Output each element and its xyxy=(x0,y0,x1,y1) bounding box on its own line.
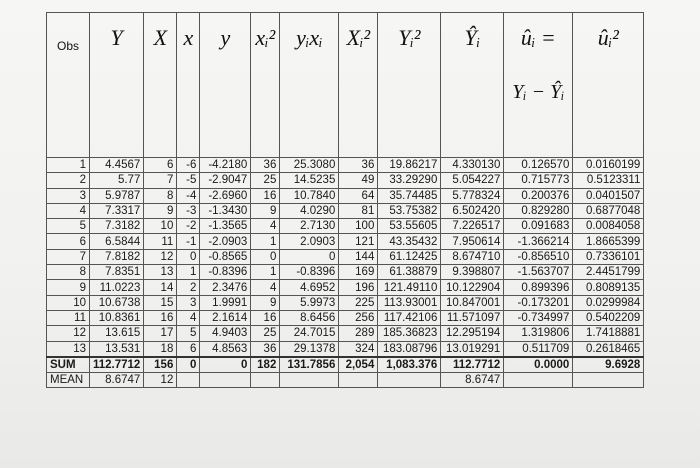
cell-obs: 6 xyxy=(47,234,90,249)
cell-y: 2.1614 xyxy=(200,310,251,325)
cell-x: 5 xyxy=(177,326,200,341)
table-row xyxy=(47,326,644,341)
cell-x: -2 xyxy=(177,219,200,234)
cell-X: 14 xyxy=(144,280,177,295)
header-X-squared: Xᵢ² xyxy=(339,13,378,158)
table-row xyxy=(47,249,644,264)
cell-obs: 2 xyxy=(47,173,90,188)
cell-X2: 256 xyxy=(339,310,378,325)
cell-x: -4 xyxy=(177,188,200,203)
cell-Y: 7.8182 xyxy=(90,249,144,264)
header-Y-squared: Yᵢ² xyxy=(378,13,441,158)
cell-yx: 5.9973 xyxy=(280,295,339,310)
cell-obs: 5 xyxy=(47,219,90,234)
cell-u: -0.173201 xyxy=(504,295,573,310)
cell-u: 0.091683 xyxy=(504,219,573,234)
cell-obs: 12 xyxy=(47,326,90,341)
cell-X: 12 xyxy=(144,249,177,264)
cell-y: -0.8396 xyxy=(200,265,251,280)
cell-Y2: 1,083.376 xyxy=(378,357,441,373)
cell-x2: 4 xyxy=(251,219,280,234)
cell-u xyxy=(504,373,573,388)
cell-x: 4 xyxy=(177,310,200,325)
cell-x2: 16 xyxy=(251,310,280,325)
cell-Yhat: 8.6747 xyxy=(441,373,504,388)
cell-x2: 9 xyxy=(251,203,280,218)
cell-x2: 4 xyxy=(251,280,280,295)
cell-Y2: 53.75382 xyxy=(378,203,441,218)
cell-u2: 1.8665399 xyxy=(573,234,644,249)
cell-X: 15 xyxy=(144,295,177,310)
cell-yx: 29.1378 xyxy=(280,341,339,357)
cell-Yhat: 9.398807 xyxy=(441,265,504,280)
cell-u: 0.126570 xyxy=(504,158,573,173)
cell-Y: 7.3182 xyxy=(90,219,144,234)
cell-obs: 7 xyxy=(47,249,90,264)
cell-X2 xyxy=(339,373,378,388)
cell-X2: 81 xyxy=(339,203,378,218)
cell-y: -0.8565 xyxy=(200,249,251,264)
header-residual-squared: ûᵢ² xyxy=(573,13,644,158)
cell-Yhat: 5.054227 xyxy=(441,173,504,188)
table-row xyxy=(47,341,644,357)
cell-u: 0.0000 xyxy=(504,357,573,373)
cell-obs: SUM xyxy=(47,357,90,373)
mean-row xyxy=(47,373,644,388)
cell-x: 6 xyxy=(177,341,200,357)
cell-Y2: 43.35432 xyxy=(378,234,441,249)
cell-u2: 0.0160199 xyxy=(573,158,644,173)
cell-yx: 24.7015 xyxy=(280,326,339,341)
cell-yx: 2.7130 xyxy=(280,219,339,234)
cell-u: -1.563707 xyxy=(504,265,573,280)
cell-u: 0.829280 xyxy=(504,203,573,218)
cell-u2: 0.5123311 xyxy=(573,173,644,188)
cell-x: 0 xyxy=(177,357,200,373)
cell-Y: 11.0223 xyxy=(90,280,144,295)
cell-Y2: 113.93001 xyxy=(378,295,441,310)
sum-row xyxy=(47,357,644,373)
cell-X2: 289 xyxy=(339,326,378,341)
cell-X: 13 xyxy=(144,265,177,280)
cell-X: 11 xyxy=(144,234,177,249)
cell-X: 7 xyxy=(144,173,177,188)
cell-Y: 5.9787 xyxy=(90,188,144,203)
cell-Y2: 117.42106 xyxy=(378,310,441,325)
cell-x xyxy=(177,373,200,388)
cell-u2: 0.7336101 xyxy=(573,249,644,264)
cell-X2: 100 xyxy=(339,219,378,234)
cell-u2: 0.8089135 xyxy=(573,280,644,295)
cell-yx: 8.6456 xyxy=(280,310,339,325)
cell-X2: 196 xyxy=(339,280,378,295)
cell-yx: 0 xyxy=(280,249,339,264)
cell-X: 16 xyxy=(144,310,177,325)
cell-x2: 182 xyxy=(251,357,280,373)
cell-obs: 8 xyxy=(47,265,90,280)
cell-Y2: 33.29290 xyxy=(378,173,441,188)
cell-y: -1.3430 xyxy=(200,203,251,218)
cell-y: -2.6960 xyxy=(200,188,251,203)
cell-obs: MEAN xyxy=(47,373,90,388)
cell-x: -5 xyxy=(177,173,200,188)
cell-X2: 49 xyxy=(339,173,378,188)
table-row xyxy=(47,295,644,310)
cell-Yhat: 10.122904 xyxy=(441,280,504,295)
cell-y: -4.2180 xyxy=(200,158,251,173)
cell-Y2: 121.49110 xyxy=(378,280,441,295)
header-residual-top: ûᵢ = xyxy=(520,25,556,50)
cell-Yhat: 5.778324 xyxy=(441,188,504,203)
cell-y: -1.3565 xyxy=(200,219,251,234)
cell-Y2: 53.55605 xyxy=(378,219,441,234)
cell-y xyxy=(200,373,251,388)
cell-y: -2.9047 xyxy=(200,173,251,188)
cell-obs: 1 xyxy=(47,158,90,173)
table-row xyxy=(47,188,644,203)
cell-x2 xyxy=(251,373,280,388)
cell-Yhat: 11.571097 xyxy=(441,310,504,325)
header-X: X xyxy=(144,13,177,158)
cell-u: -0.734997 xyxy=(504,310,573,325)
cell-u2: 9.6928 xyxy=(573,357,644,373)
cell-y: 1.9991 xyxy=(200,295,251,310)
cell-X: 8 xyxy=(144,188,177,203)
cell-Yhat: 7.950614 xyxy=(441,234,504,249)
cell-yx: 4.0290 xyxy=(280,203,339,218)
cell-x2: 25 xyxy=(251,326,280,341)
cell-Y: 5.77 xyxy=(90,173,144,188)
cell-x2: 0 xyxy=(251,249,280,264)
header-x-squared: xᵢ² xyxy=(251,13,280,158)
cell-yx: 10.7840 xyxy=(280,188,339,203)
cell-obs: 3 xyxy=(47,188,90,203)
cell-u: 0.511709 xyxy=(504,341,573,357)
table-row xyxy=(47,219,644,234)
cell-X2: 64 xyxy=(339,188,378,203)
cell-x2: 36 xyxy=(251,158,280,173)
cell-u2: 0.0084058 xyxy=(573,219,644,234)
regression-table xyxy=(46,12,644,388)
cell-Y2: 61.38879 xyxy=(378,265,441,280)
cell-obs: 9 xyxy=(47,280,90,295)
cell-obs: 10 xyxy=(47,295,90,310)
cell-X2: 324 xyxy=(339,341,378,357)
cell-X: 6 xyxy=(144,158,177,173)
cell-Y: 6.5844 xyxy=(90,234,144,249)
table-row xyxy=(47,203,644,218)
cell-y: 2.3476 xyxy=(200,280,251,295)
cell-u: 1.319806 xyxy=(504,326,573,341)
table-row xyxy=(47,280,644,295)
table-body xyxy=(47,158,644,388)
cell-yx: 14.5235 xyxy=(280,173,339,188)
cell-x2: 25 xyxy=(251,173,280,188)
cell-obs: 11 xyxy=(47,310,90,325)
header-row xyxy=(47,13,644,158)
cell-X2: 144 xyxy=(339,249,378,264)
cell-Y: 7.3317 xyxy=(90,203,144,218)
cell-Y: 4.4567 xyxy=(90,158,144,173)
cell-u2: 1.7418881 xyxy=(573,326,644,341)
cell-Y2: 19.86217 xyxy=(378,158,441,173)
cell-Yhat: 13.019291 xyxy=(441,341,504,357)
cell-Yhat: 4.330130 xyxy=(441,158,504,173)
cell-x: -1 xyxy=(177,234,200,249)
header-x: x xyxy=(177,13,200,158)
cell-X: 17 xyxy=(144,326,177,341)
cell-Y2: 183.08796 xyxy=(378,341,441,357)
cell-X: 12 xyxy=(144,373,177,388)
cell-obs: 13 xyxy=(47,341,90,357)
cell-u2: 0.0401507 xyxy=(573,188,644,203)
cell-Y: 13.615 xyxy=(90,326,144,341)
cell-x: 3 xyxy=(177,295,200,310)
table-row xyxy=(47,173,644,188)
header-y: y xyxy=(200,13,251,158)
cell-yx: 2.0903 xyxy=(280,234,339,249)
cell-u2: 0.0299984 xyxy=(573,295,644,310)
table-row xyxy=(47,158,644,173)
cell-X2: 225 xyxy=(339,295,378,310)
header-Y-hat: Ŷᵢ xyxy=(441,13,504,158)
cell-Y2: 61.12425 xyxy=(378,249,441,264)
cell-Y2 xyxy=(378,373,441,388)
cell-Y: 8.6747 xyxy=(90,373,144,388)
cell-x: 1 xyxy=(177,265,200,280)
cell-y: 4.9403 xyxy=(200,326,251,341)
cell-x2: 1 xyxy=(251,265,280,280)
cell-u2: 2.4451799 xyxy=(573,265,644,280)
cell-Y2: 185.36823 xyxy=(378,326,441,341)
cell-u2 xyxy=(573,373,644,388)
cell-X2: 2,054 xyxy=(339,357,378,373)
cell-Yhat: 112.7712 xyxy=(441,357,504,373)
cell-u: 0.899396 xyxy=(504,280,573,295)
header-residual-bottom: Yᵢ − Ŷᵢ xyxy=(512,81,565,103)
cell-X2: 36 xyxy=(339,158,378,173)
cell-X2: 121 xyxy=(339,234,378,249)
cell-Yhat: 7.226517 xyxy=(441,219,504,234)
header-yx: yᵢxᵢ xyxy=(280,13,339,158)
cell-yx: 25.3080 xyxy=(280,158,339,173)
table-row xyxy=(47,265,644,280)
header-obs: Obs xyxy=(47,13,90,158)
cell-u2: 0.5402209 xyxy=(573,310,644,325)
cell-x2: 16 xyxy=(251,188,280,203)
cell-x: 2 xyxy=(177,280,200,295)
cell-yx: -0.8396 xyxy=(280,265,339,280)
cell-X2: 169 xyxy=(339,265,378,280)
cell-u: -0.856510 xyxy=(504,249,573,264)
cell-X: 156 xyxy=(144,357,177,373)
cell-Y: 112.7712 xyxy=(90,357,144,373)
cell-X: 10 xyxy=(144,219,177,234)
cell-u: 0.200376 xyxy=(504,188,573,203)
cell-Y: 13.531 xyxy=(90,341,144,357)
cell-Yhat: 8.674710 xyxy=(441,249,504,264)
cell-x2: 9 xyxy=(251,295,280,310)
table-row xyxy=(47,234,644,249)
cell-Y2: 35.74485 xyxy=(378,188,441,203)
cell-Y: 10.6738 xyxy=(90,295,144,310)
table-row xyxy=(47,310,644,325)
cell-Yhat: 10.847001 xyxy=(441,295,504,310)
cell-x: 0 xyxy=(177,249,200,264)
cell-Yhat: 6.502420 xyxy=(441,203,504,218)
cell-X: 18 xyxy=(144,341,177,357)
cell-yx: 131.7856 xyxy=(280,357,339,373)
cell-x2: 36 xyxy=(251,341,280,357)
cell-yx xyxy=(280,373,339,388)
cell-Y: 10.8361 xyxy=(90,310,144,325)
cell-X: 9 xyxy=(144,203,177,218)
cell-u2: 0.2618465 xyxy=(573,341,644,357)
cell-y: 0 xyxy=(200,357,251,373)
cell-y: 4.8563 xyxy=(200,341,251,357)
cell-x2: 1 xyxy=(251,234,280,249)
cell-yx: 4.6952 xyxy=(280,280,339,295)
header-residual xyxy=(504,13,573,158)
cell-x: -3 xyxy=(177,203,200,218)
cell-y: -2.0903 xyxy=(200,234,251,249)
header-Y: Y xyxy=(90,13,144,158)
cell-u2: 0.6877048 xyxy=(573,203,644,218)
cell-Yhat: 12.295194 xyxy=(441,326,504,341)
cell-Y: 7.8351 xyxy=(90,265,144,280)
cell-u: -1.366214 xyxy=(504,234,573,249)
cell-u: 0.715773 xyxy=(504,173,573,188)
cell-x: -6 xyxy=(177,158,200,173)
cell-obs: 4 xyxy=(47,203,90,218)
